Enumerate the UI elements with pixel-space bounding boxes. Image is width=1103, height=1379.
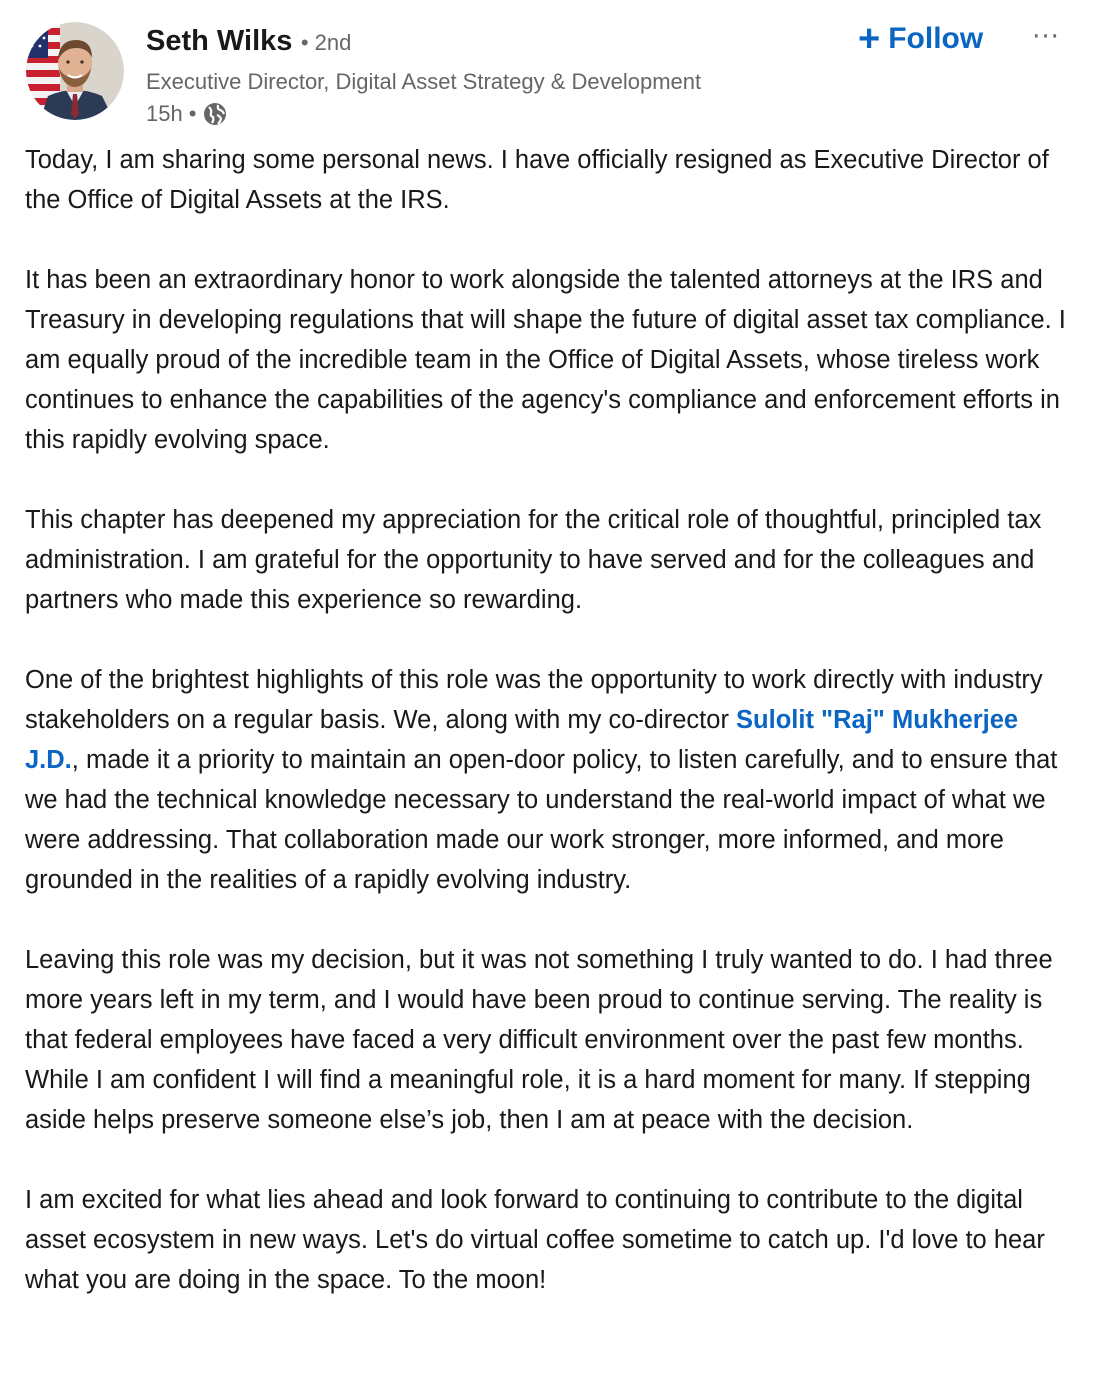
post-header [26, 18, 1086, 126]
post-meta [146, 99, 701, 129]
mention-link[interactable]: Sulolit "Raj" Mukherjee J.D. [25, 706, 1019, 774]
plus-icon: + [858, 18, 881, 60]
globe-icon [202, 101, 228, 127]
post-time[interactable]: 15h [146, 101, 183, 126]
paragraph-text: One of the brightest highlights of this role was the opportunity to work directly with industry stakeholders on a regular basis. We, along with my co-director [25, 666, 1043, 734]
ellipsis-icon: ··· [1032, 22, 1060, 52]
name-line [146, 22, 701, 65]
author-headline: Executive Director, Digital Asset Strategy & Development [146, 69, 702, 94]
author-avatar[interactable] [26, 22, 124, 120]
post-paragraph-1: Today, I am sharing some personal news. I have officially resigned as Executive Director of the Office of Digital Assets at the IRS. [25, 146, 1049, 214]
post-paragraph-4 [25, 660, 1075, 900]
more-options-button[interactable] [1026, 22, 1066, 52]
paragraph-text: , made it a priority to maintain an open-door policy, to listen carefully, and to ensure that we had the technical knowledge necessary to understand the real-world impact of what we were addressing. That collaboration made our work stronger, more informed, and more grounded in the realities of a rapidly evolving industry. [25, 746, 1058, 894]
follow-label: Follow [888, 22, 984, 55]
author-name[interactable]: Seth Wilks [146, 25, 293, 57]
author-info [146, 22, 701, 129]
profile-photo-icon [26, 22, 124, 120]
connection-degree: • 2nd [300, 30, 352, 55]
post-body [25, 140, 1075, 1340]
post-paragraph-3: This chapter has deepened my appreciation for the critical role of thoughtful, principled tax administration. I am grateful for the opportunity to have served and for the colleagues and partners who made this experience so rewarding. [25, 506, 1042, 614]
follow-button[interactable] [858, 18, 984, 60]
meta-separator: • [188, 101, 197, 126]
post-paragraph-2: It has been an extraordinary honor to work alongside the talented attorneys at the IRS and Treasury in developing regulations that will shape the future of digital asset tax compliance. I am equally proud of the incredible team in the Office of Digital Assets, whose tireless work continues to enhance the capabilities of the agency's compliance and enforcement efforts in this rapidly evolving space. [25, 266, 1066, 454]
post-paragraph-6: I am excited for what lies ahead and look forward to continuing to contribute to the digital asset ecosystem in new ways. Let's do virtual coffee sometime to catch up. I'd love to hear what you are doing in the space. To the moon! [25, 1186, 1045, 1294]
post-paragraph-5: Leaving this role was my decision, but it was not something I truly wanted to do. I had three more years left in my term, and I would have been proud to continue serving. The reality is that federal employees have faced a very difficult environment over the past few months. While I am confident I will find a meaningful role, it is a hard moment for many. If stepping aside helps preserve someone else’s job, then I am at peace with the decision. [25, 946, 1053, 1134]
